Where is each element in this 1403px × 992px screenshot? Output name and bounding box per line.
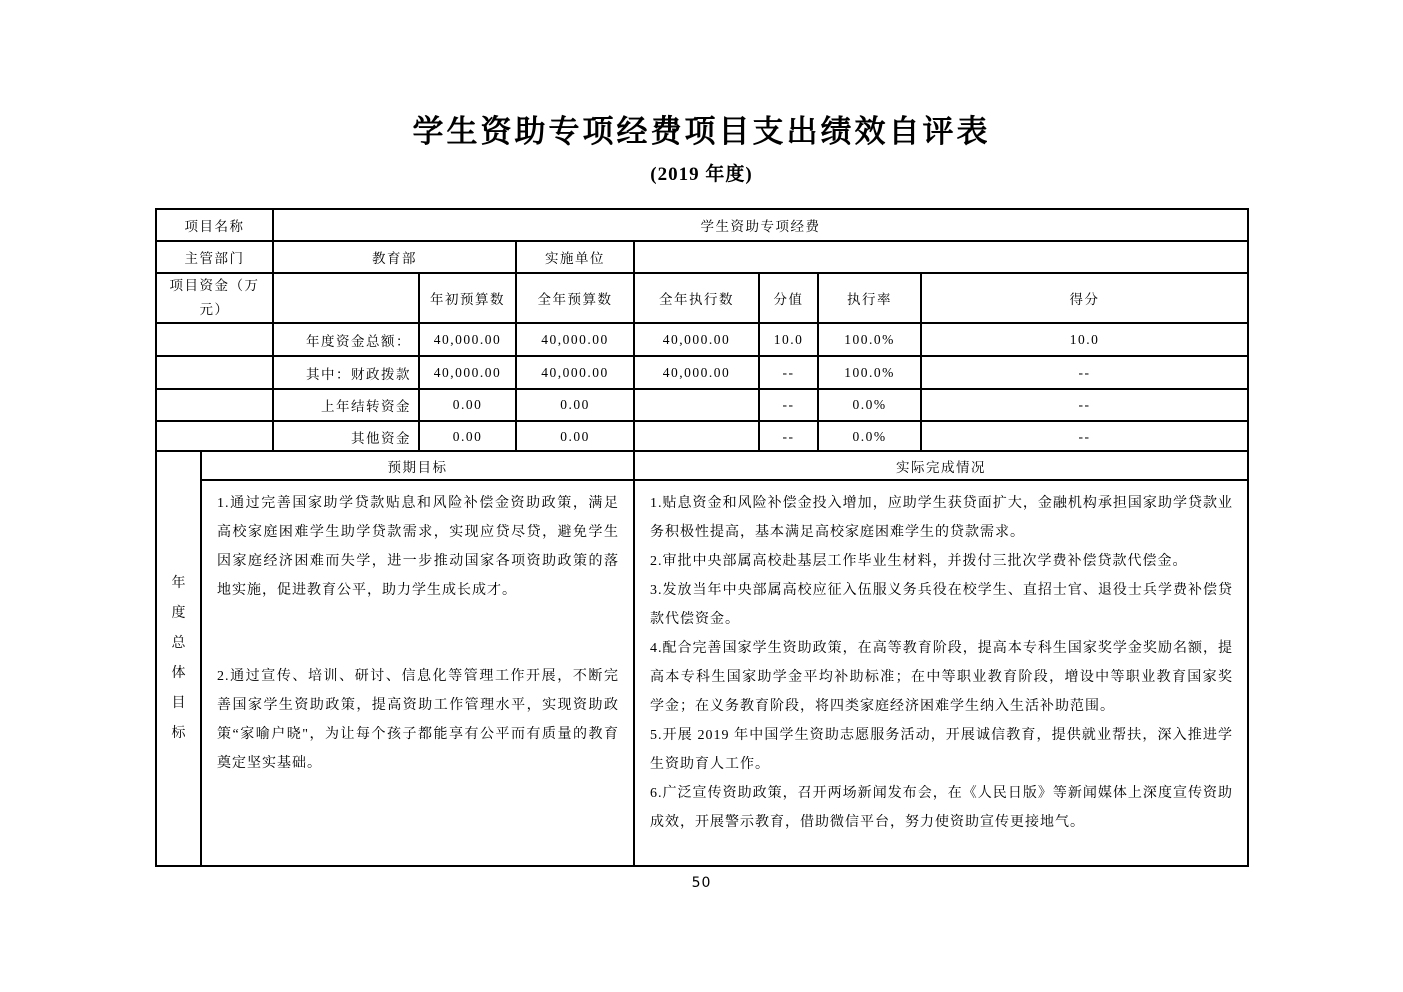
empty-cell — [156, 356, 273, 389]
budget-executed-value — [634, 421, 759, 453]
budget-row-carryover — [156, 389, 1248, 421]
budget-score-value: -- — [921, 389, 1248, 421]
budget-row-fiscal — [156, 356, 1248, 389]
department-value: 教育部 — [273, 241, 516, 273]
budget-row-total — [156, 323, 1248, 356]
budget-weight-value: -- — [759, 421, 818, 453]
empty-cell — [273, 273, 419, 323]
budget-initial-value: 0.00 — [419, 421, 516, 453]
budget-executed-value: 40,000.00 — [634, 323, 759, 356]
budget-row-label: 上年结转资金 — [273, 389, 419, 421]
budget-initial-value: 0.00 — [419, 389, 516, 421]
implementing-unit-value — [634, 241, 1248, 273]
empty-cell — [156, 323, 273, 356]
header-executed: 全年执行数 — [634, 273, 759, 323]
page-subtitle: (2019 年度) — [650, 164, 753, 185]
header-annual-budget: 全年预算数 — [516, 273, 634, 323]
header-weight: 分值 — [759, 273, 818, 323]
implementing-unit-label: 实施单位 — [516, 241, 634, 273]
actual-completion-cell — [634, 480, 1248, 866]
expected-goals-header: 预期目标 — [201, 451, 634, 480]
project-name-label: 项目名称 — [156, 209, 273, 241]
budget-rate-value: 0.0% — [818, 421, 921, 453]
actual-completion-item: 5.开展 2019 年中国学生资助志愿服务活动，开展诚信教育，提供就业帮扶，深入推进学生资助育人工作。 — [650, 728, 1233, 772]
project-info-budget-table — [155, 208, 1249, 454]
budget-rate-value: 0.0% — [818, 389, 921, 421]
budget-row-other — [156, 421, 1248, 453]
budget-executed-value: 40,000.00 — [634, 356, 759, 389]
expected-goal-item: 1.通过完善国家助学贷款贴息和风险补偿金资助政策，满足高校家庭困难学生助学贷款需求，实现应贷尽贷，避免学生因家庭经济困难而失学，进一步推动国家各项资助政策的落地实施，促进教育公平，助力学生成长成才。 — [217, 496, 619, 598]
budget-initial-value: 40,000.00 — [419, 323, 516, 356]
budget-weight-value: -- — [759, 356, 818, 389]
actual-completion-item: 2.审批中央部属高校赴基层工作毕业生材料，并拨付三批次学费补偿贷款代偿金。 — [650, 554, 1188, 569]
project-name-row — [156, 209, 1248, 241]
budget-initial-value: 40,000.00 — [419, 356, 516, 389]
project-name-value: 学生资助专项经费 — [273, 209, 1248, 241]
annual-goals-table — [155, 450, 1249, 867]
budget-score-value: -- — [921, 356, 1248, 389]
actual-completion-item: 1.贴息资金和风险补偿金投入增加，应助学生获贷面扩大，金融机构承担国家助学贷款业务积极性提高，基本满足高校家庭困难学生的贷款需求。 — [650, 496, 1233, 540]
budget-rate-value: 100.0% — [818, 356, 921, 389]
budget-row-label: 年度资金总额： — [273, 323, 419, 356]
budget-weight-value: 10.0 — [759, 323, 818, 356]
budget-annual-value: 40,000.00 — [516, 323, 634, 356]
budget-row-label: 其中：财政拨款 — [273, 356, 419, 389]
budget-row-label: 其他资金 — [273, 421, 419, 453]
budget-executed-value — [634, 389, 759, 421]
empty-cell — [156, 421, 273, 453]
actual-completion-item: 6.广泛宣传资助政策，召开两场新闻发布会，在《人民日版》等新闻媒体上深度宣传资助成效，开展警示教育，借助微信平台，努力使资助宣传更接地气。 — [650, 786, 1233, 830]
actual-completion-item: 4.配合完善国家学生资助政策，在高等教育阶段，提高本专科生国家奖学金奖励名额，提高本专科生国家助学金平均补助标准；在中等职业教育阶段，增设中等职业教育国家奖学金；在义务教育阶段，将四类家庭经济困难学生纳入生活补助范围。 — [650, 641, 1233, 714]
page-title: 学生资助专项经费项目支出绩效自评表 — [412, 114, 991, 149]
department-label: 主管部门 — [156, 241, 273, 273]
actual-completion-header: 实际完成情况 — [634, 451, 1248, 480]
goals-header-row — [156, 451, 1248, 480]
budget-annual-value: 0.00 — [516, 389, 634, 421]
goals-content-row — [156, 480, 1248, 866]
empty-cell — [156, 389, 273, 421]
actual-completion-item: 3.发放当年中央部属高校应征入伍服义务兵役在校学生、直招士官、退役士兵学费补偿贷款代偿资金。 — [650, 583, 1233, 627]
header-initial-budget: 年初预算数 — [419, 273, 516, 323]
budget-annual-value: 40,000.00 — [516, 356, 634, 389]
page-number: 50 — [691, 875, 712, 891]
header-score: 得分 — [921, 273, 1248, 323]
expected-goal-item: 2.通过宣传、培训、研讨、信息化等管理工作开展，不断完善国家学生资助政策，提高资助工作管理水平，实现资助政策“家喻户晓"，为让每个孩子都能享有公平而有质量的教育奠定坚实基础。 — [217, 669, 619, 771]
project-funds-label: 项目资金（万元） — [156, 273, 273, 323]
budget-score-value: -- — [921, 421, 1248, 453]
department-row — [156, 241, 1248, 273]
budget-weight-value: -- — [759, 389, 818, 421]
budget-header-row — [156, 273, 1248, 323]
header-execution-rate: 执行率 — [818, 273, 921, 323]
budget-rate-value: 100.0% — [818, 323, 921, 356]
expected-goals-cell — [201, 480, 634, 866]
budget-score-value: 10.0 — [921, 323, 1248, 356]
annual-goals-side-label: 年度总体目标 — [156, 451, 201, 866]
budget-annual-value: 0.00 — [516, 421, 634, 453]
